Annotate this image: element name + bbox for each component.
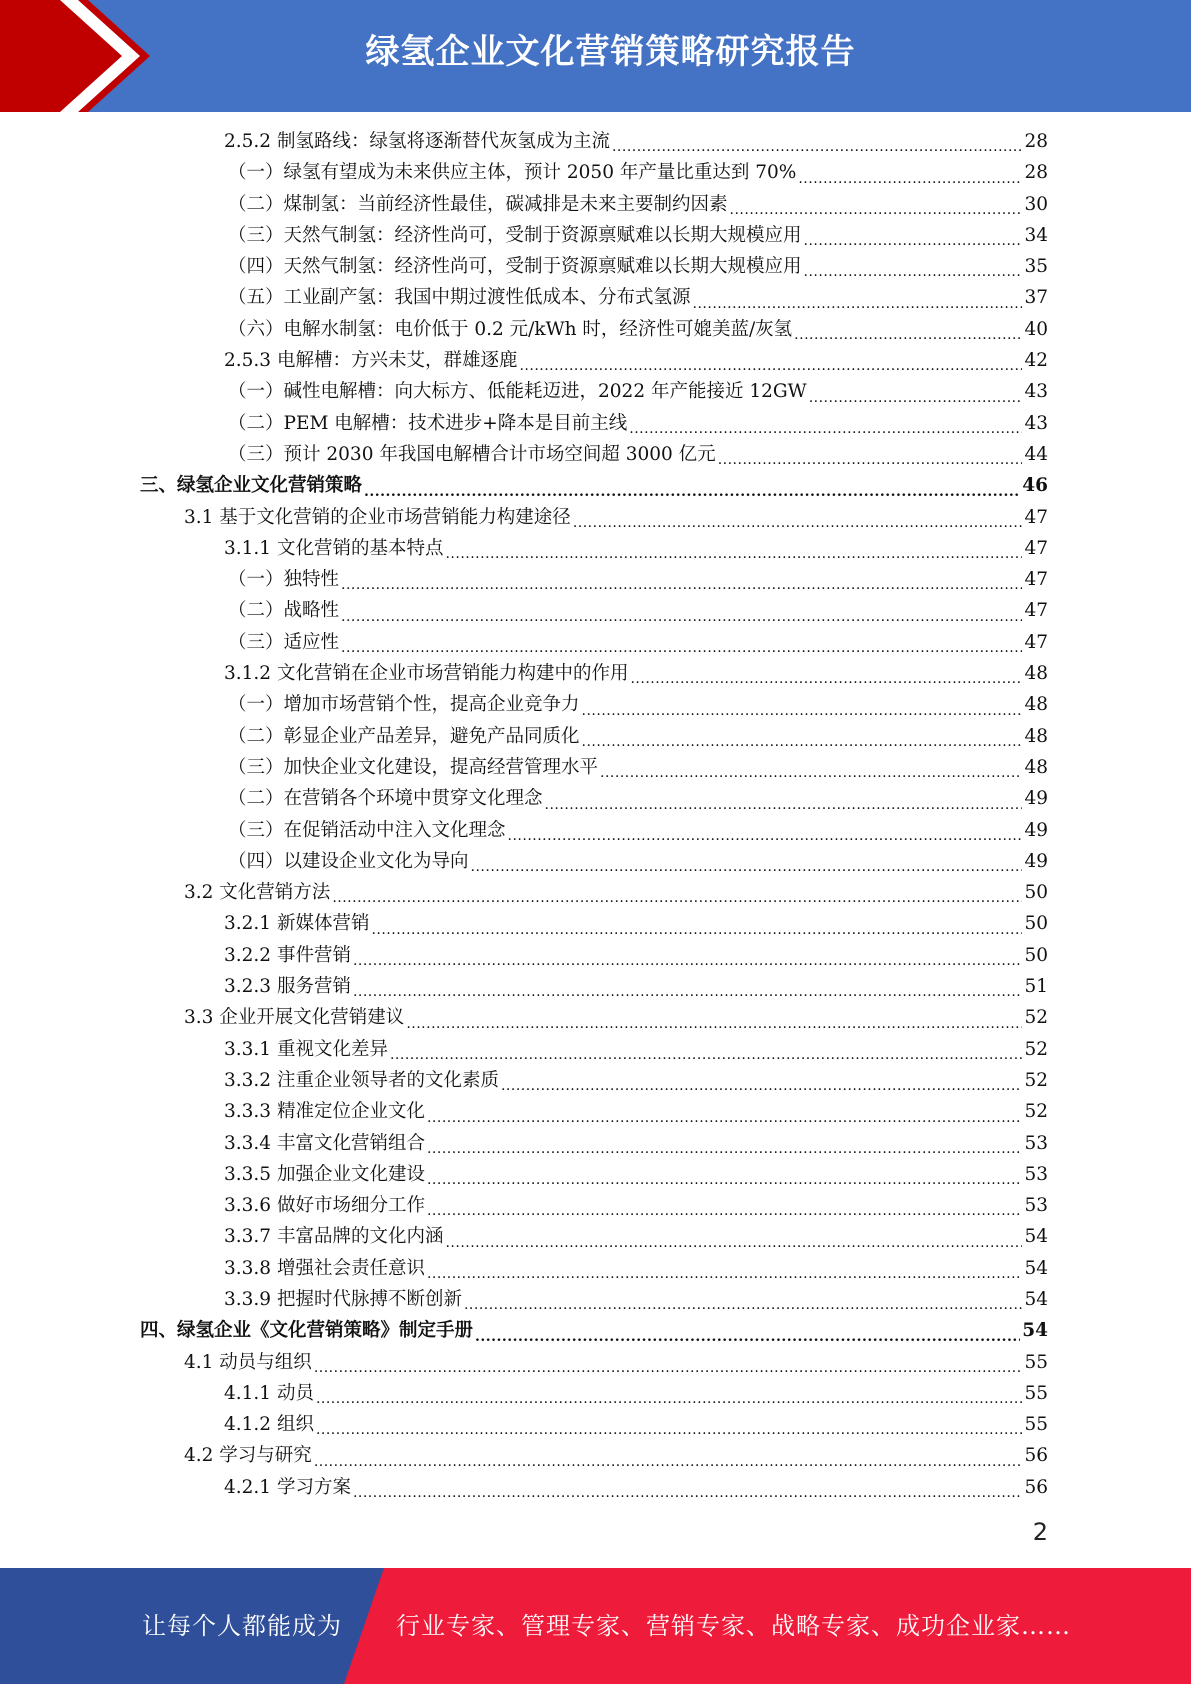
- toc-entry-page: 46: [1022, 475, 1048, 497]
- toc-dot-leader: [519, 345, 1022, 376]
- toc-entry-label: （四）天然气制氢：经济性尚可，受制于资源禀赋难以长期大规模应用: [228, 256, 802, 278]
- toc-dot-leader: [693, 282, 1023, 313]
- toc-entry[interactable]: [140, 689, 1048, 720]
- toc-dot-leader: [427, 1128, 1022, 1159]
- toc-entry[interactable]: [140, 1159, 1048, 1190]
- toc-entry[interactable]: [140, 783, 1048, 814]
- toc-entry-label: （三）适应性: [228, 631, 340, 653]
- toc-entry[interactable]: [140, 533, 1048, 564]
- toc-entry-page: 52: [1024, 1069, 1048, 1091]
- toc-entry-label: 3.2.1 新媒体营销: [224, 913, 370, 935]
- toc-dot-leader: [582, 689, 1023, 720]
- toc-dot-leader: [353, 940, 1023, 971]
- toc-entry[interactable]: [140, 940, 1048, 971]
- toc-dot-leader: [475, 1315, 1020, 1346]
- toc-entry-label: 3.3.7 丰富品牌的文化内涵: [224, 1226, 444, 1248]
- toc-entry-label: （一）碱性电解槽：向大标方、低能耗迈进，2022 年产能接近 12GW: [228, 381, 807, 403]
- toc-entry[interactable]: [140, 251, 1048, 282]
- toc-entry-label: 4.1.1 动员: [224, 1382, 314, 1404]
- toc-entry-page: 50: [1024, 913, 1048, 935]
- toc-entry-page: 54: [1024, 1288, 1048, 1310]
- toc-entry-page: 54: [1022, 1320, 1048, 1342]
- toc-dot-leader: [794, 314, 1022, 345]
- toc-dot-leader: [600, 752, 1022, 783]
- toc-entry-label: 3.1 基于文化营销的企业市场营销能力构建途径: [184, 506, 571, 528]
- toc-dot-leader: [427, 1253, 1022, 1284]
- toc-entry-page: 48: [1024, 663, 1048, 685]
- toc-entry-label: （三）加快企业文化建设，提高经营管理水平: [228, 756, 599, 778]
- toc-entry-page: 37: [1024, 287, 1048, 309]
- toc-entry-page: 44: [1024, 443, 1048, 465]
- toc-entry-label: 2.5.2 制氢路线：绿氢将逐渐替代灰氢成为主流: [224, 131, 610, 152]
- toc-entry-label: 4.1 动员与组织: [184, 1351, 312, 1373]
- toc-entry[interactable]: [140, 1409, 1048, 1440]
- toc-entry-page: 53: [1024, 1163, 1048, 1185]
- toc-entry[interactable]: [140, 314, 1048, 345]
- toc-entry-label: 3.3.6 做好市场细分工作: [224, 1195, 425, 1217]
- toc-entry-page: 47: [1024, 506, 1048, 528]
- toc-entry[interactable]: [140, 1253, 1048, 1284]
- table-of-contents: [140, 126, 1048, 1503]
- toc-entry-label: 3.3.1 重视文化差异: [224, 1038, 388, 1060]
- toc-entry-label: （一）增加市场营销个性，提高企业竞争力: [228, 694, 580, 716]
- toc-entry-label: （三）预计 2030 年我国电解槽合计市场空间超 3000 亿元: [228, 443, 716, 465]
- toc-entry[interactable]: [140, 1096, 1048, 1127]
- toc-entry-page: 53: [1024, 1132, 1048, 1154]
- toc-entry[interactable]: [140, 282, 1048, 313]
- toc-entry-label: （一）绿氢有望成为未来供应主体，预计 2050 年产量比重达到 70%: [228, 162, 797, 184]
- toc-entry-label: （六）电解水制氢：电价低于 0.2 元/kWh 时，经济性可媲美蓝/灰氢: [228, 318, 793, 340]
- toc-entry[interactable]: [140, 658, 1048, 689]
- toc-dot-leader: [316, 1378, 1023, 1409]
- toc-entry[interactable]: [140, 470, 1048, 501]
- toc-entry-page: 49: [1024, 819, 1048, 841]
- toc-dot-leader: [314, 1440, 1023, 1471]
- toc-dot-leader: [718, 439, 1023, 470]
- toc-entry-page: 55: [1024, 1382, 1048, 1404]
- toc-dot-leader: [573, 502, 1023, 533]
- toc-dot-leader: [371, 908, 1022, 939]
- toc-entry-label: 3.3 企业开展文化营销建议: [184, 1007, 405, 1029]
- toc-entry[interactable]: [140, 126, 1048, 157]
- header-title: 绿氢企业文化营销策略研究报告: [365, 32, 856, 72]
- toc-dot-leader: [798, 157, 1022, 188]
- toc-entry[interactable]: [140, 971, 1048, 1002]
- toc-entry[interactable]: [140, 1065, 1048, 1096]
- toc-entry[interactable]: [140, 220, 1048, 251]
- toc-entry-label: 4.1.2 组织: [224, 1414, 314, 1436]
- toc-dot-leader: [804, 251, 1023, 282]
- toc-entry[interactable]: [140, 721, 1048, 752]
- toc-dot-leader: [364, 470, 1020, 501]
- toc-dot-leader: [341, 564, 1022, 595]
- toc-entry-label: 3.3.5 加强企业文化建设: [224, 1163, 425, 1185]
- toc-entry-label: （三）在促销活动中注入文化理念: [228, 819, 506, 841]
- toc-entry-page: 42: [1024, 350, 1048, 372]
- toc-dot-leader: [464, 1284, 1022, 1315]
- toc-entry[interactable]: [140, 1221, 1048, 1252]
- toc-dot-leader: [332, 877, 1022, 908]
- toc-entry-label: （二）煤制氢：当前经济性最佳，碳减排是未来主要制约因素: [228, 193, 728, 215]
- toc-entry[interactable]: [140, 502, 1048, 533]
- toc-entry-label: 3.2.3 服务营销: [224, 976, 351, 998]
- toc-dot-leader: [427, 1190, 1022, 1221]
- toc-entry-page: 50: [1024, 882, 1048, 904]
- toc-entry-label: 3.3.9 把握时代脉搏不断创新: [224, 1288, 462, 1310]
- toc-dot-leader: [406, 1002, 1022, 1033]
- toc-entry[interactable]: [140, 1034, 1048, 1065]
- toc-entry[interactable]: [140, 189, 1048, 220]
- toc-dot-leader: [630, 658, 1022, 689]
- toc-entry-label: 2.5.3 电解槽：方兴未艾，群雄逐鹿: [224, 350, 518, 372]
- toc-entry[interactable]: [140, 908, 1048, 939]
- toc-entry-label: 4.2 学习与研究: [184, 1445, 312, 1467]
- toc-entry[interactable]: [140, 595, 1048, 626]
- toc-entry[interactable]: [140, 439, 1048, 470]
- toc-entry-page: 47: [1024, 631, 1048, 653]
- toc-dot-leader: [353, 1472, 1023, 1503]
- toc-entry-page: 53: [1024, 1195, 1048, 1217]
- toc-entry-page: 56: [1024, 1476, 1048, 1498]
- toc-entry-page: 51: [1024, 976, 1048, 998]
- toc-dot-leader: [341, 595, 1022, 626]
- toc-entry-label: （三）天然气制氢：经济性尚可，受制于资源禀赋难以长期大规模应用: [228, 224, 802, 246]
- toc-dot-leader: [341, 627, 1022, 658]
- toc-dot-leader: [445, 1221, 1022, 1252]
- toc-entry-page: 52: [1024, 1101, 1048, 1123]
- toc-entry-label: （二）战略性: [228, 600, 340, 622]
- toc-entry-page: 48: [1024, 725, 1048, 747]
- toc-entry[interactable]: [140, 1128, 1048, 1159]
- toc-entry[interactable]: [140, 1190, 1048, 1221]
- toc-dot-leader: [501, 1065, 1022, 1096]
- toc-entry[interactable]: [140, 157, 1048, 188]
- toc-entry-page: 34: [1024, 224, 1048, 246]
- toc-entry[interactable]: [140, 345, 1048, 376]
- toc-entry[interactable]: [140, 877, 1048, 908]
- toc-dot-leader: [804, 220, 1023, 251]
- toc-dot-leader: [471, 846, 1023, 877]
- toc-entry[interactable]: [140, 1315, 1048, 1346]
- toc-entry-page: 52: [1024, 1038, 1048, 1060]
- toc-entry[interactable]: [140, 1378, 1048, 1409]
- toc-entry-label: （一）独特性: [228, 569, 340, 591]
- toc-entry-page: 48: [1024, 694, 1048, 716]
- toc-entry[interactable]: [140, 376, 1048, 407]
- toc-entry-label: 3.3.4 丰富文化营销组合: [224, 1132, 425, 1154]
- toc-entry-label: 3.3.3 精准定位企业文化: [224, 1101, 425, 1123]
- toc-dot-leader: [316, 1409, 1023, 1440]
- toc-entry-page: 28: [1024, 162, 1048, 184]
- toc-entry-page: 47: [1024, 537, 1048, 559]
- toc-entry[interactable]: [140, 408, 1048, 439]
- toc-entry-page: 40: [1024, 318, 1048, 340]
- toc-entry-label: （二）在营销各个环境中贯穿文化理念: [228, 788, 543, 810]
- toc-entry[interactable]: [140, 1284, 1048, 1315]
- toc-entry-label: （五）工业副产氢：我国中期过渡性低成本、分布式氢源: [228, 287, 691, 309]
- toc-dot-leader: [353, 971, 1023, 1002]
- toc-entry-page: 30: [1024, 193, 1048, 215]
- toc-dot-leader: [508, 815, 1023, 846]
- toc-dot-leader: [809, 376, 1023, 407]
- toc-entry-label: 3.1.2 文化营销在企业市场营销能力构建中的作用: [224, 663, 629, 685]
- toc-entry-label: 3.3.8 增强社会责任意识: [224, 1257, 425, 1279]
- toc-entry[interactable]: [140, 1440, 1048, 1471]
- toc-dot-leader: [314, 1347, 1023, 1378]
- toc-entry-label: 4.2.1 学习方案: [224, 1476, 351, 1498]
- toc-entry[interactable]: [140, 627, 1048, 658]
- toc-entry-label: 四、绿氢企业《文化营销策略》制定手册: [140, 1320, 474, 1342]
- page-footer: [0, 1568, 1191, 1684]
- toc-dot-leader: [427, 1096, 1022, 1127]
- toc-entry-page: 54: [1024, 1257, 1048, 1279]
- toc-dot-leader: [629, 408, 1022, 439]
- toc-entry[interactable]: [140, 1472, 1048, 1503]
- toc-entry-page: 56: [1024, 1445, 1048, 1467]
- toc-entry-label: （二）彰显企业产品差异，避免产品同质化: [228, 725, 580, 747]
- toc-entry-page: 55: [1024, 1351, 1048, 1373]
- toc-dot-leader: [582, 721, 1023, 752]
- toc-entry-label: 三、绿氢企业文化营销策略: [140, 475, 363, 497]
- footer-slogan-left: 让每个人都能成为: [142, 1612, 342, 1640]
- toc-entry-label: 3.2 文化营销方法: [184, 882, 331, 904]
- toc-entry[interactable]: [140, 752, 1048, 783]
- toc-dot-leader: [730, 189, 1023, 220]
- toc-entry-page: 28: [1024, 131, 1048, 152]
- footer-slogan-right: 行业专家、管理专家、营销专家、战略专家、成功企业家……: [396, 1612, 1071, 1640]
- toc-entry[interactable]: [140, 564, 1048, 595]
- toc-entry-page: 43: [1024, 381, 1048, 403]
- toc-dot-leader: [545, 783, 1023, 814]
- toc-entry-page: 49: [1024, 788, 1048, 810]
- toc-entry-page: 47: [1024, 600, 1048, 622]
- page-number: 2: [1032, 1518, 1048, 1546]
- toc-entry-label: 3.1.1 文化营销的基本特点: [224, 537, 444, 559]
- toc-entry-label: 3.2.2 事件营销: [224, 944, 351, 966]
- toc-entry-page: 35: [1024, 256, 1048, 278]
- toc-entry-page: 43: [1024, 412, 1048, 434]
- toc-entry-page: 54: [1024, 1226, 1048, 1248]
- toc-dot-leader: [612, 126, 1022, 157]
- toc-entry[interactable]: [140, 1347, 1048, 1378]
- toc-entry-page: 50: [1024, 944, 1048, 966]
- toc-entry[interactable]: [140, 1002, 1048, 1033]
- toc-entry-page: 49: [1024, 850, 1048, 872]
- toc-dot-leader: [427, 1159, 1022, 1190]
- toc-entry[interactable]: [140, 815, 1048, 846]
- page-header: [0, 0, 1191, 112]
- toc-entry-label: 3.3.2 注重企业领导者的文化素质: [224, 1069, 499, 1091]
- toc-entry-page: 52: [1024, 1007, 1048, 1029]
- toc-dot-leader: [390, 1034, 1022, 1065]
- toc-entry-page: 55: [1024, 1414, 1048, 1436]
- toc-entry[interactable]: [140, 846, 1048, 877]
- toc-entry-label: （二）PEM 电解槽：技术进步+降本是目前主线: [228, 412, 628, 434]
- toc-entry-page: 48: [1024, 756, 1048, 778]
- toc-entry-page: 47: [1024, 569, 1048, 591]
- toc-dot-leader: [445, 533, 1022, 564]
- toc-entry-label: （四）以建设企业文化为导向: [228, 850, 469, 872]
